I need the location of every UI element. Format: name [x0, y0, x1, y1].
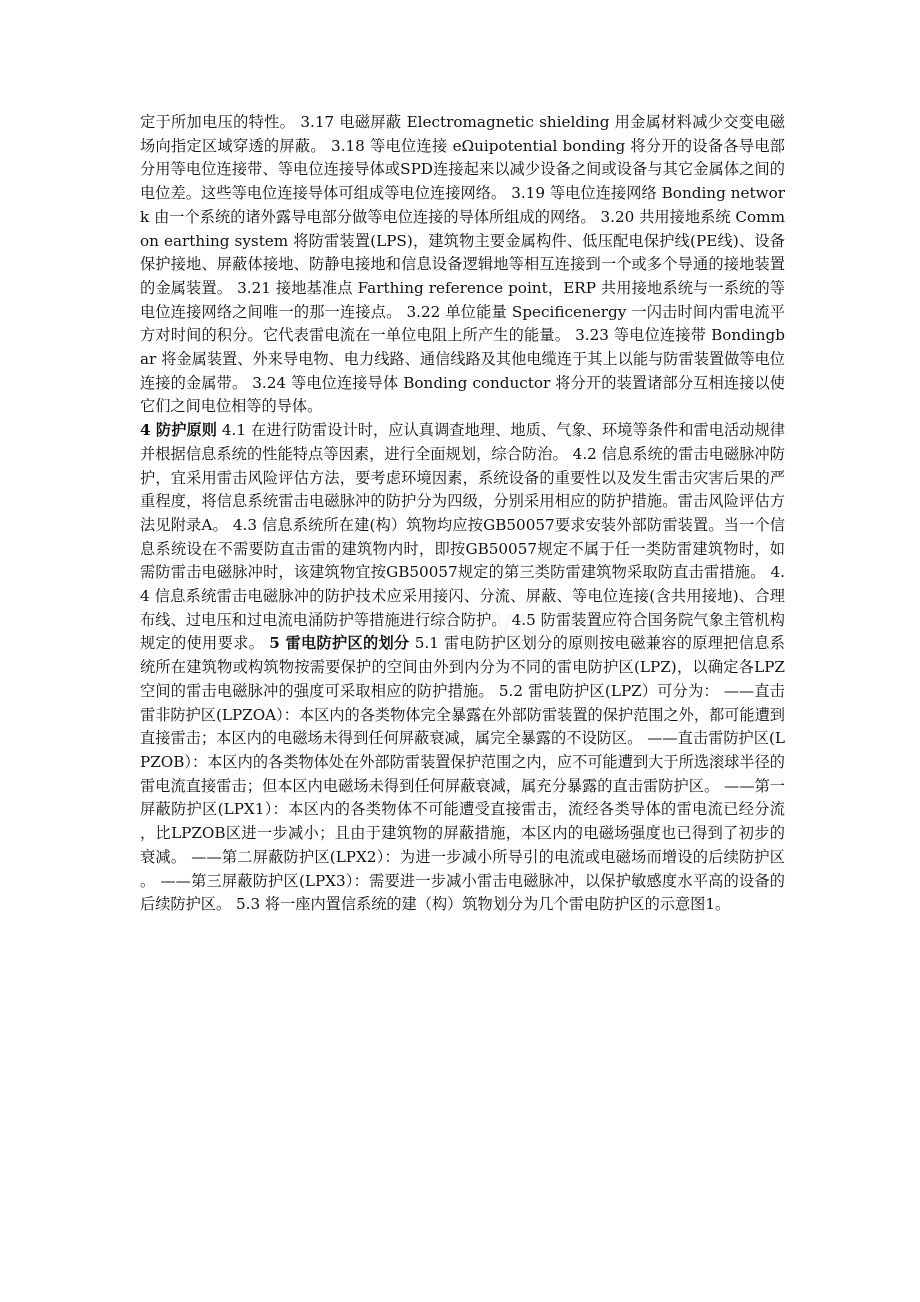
- text-segment: 定于所加电压的特性。 3.17 电磁屏蔽 Electromagnetic shielding 用金属材料减少交变电磁场向指定区域穿透的屏蔽。 3.18 等电位连接 eΩuipotential bonding 将分开的设备各导电部分用等电位连接带、等电位连接导体或SPD连接起来以减少设备之间或设备与其它金属体之间的电位差。这些等电位连接导体可组成等电位连接网络。 3.19 等电位连接网络 Bonding network 由一个系统的诸外露导电部分做等电位连接的导体所组成的网络。 3.20 共用接地系统 Common earthing system 将防雷装置(LPS)，建筑物主要金属构件、低压配电保护线(PE线)、设备保护接地、屏蔽体接地、防静电接地和信息设备逻辑地等相互连接到一个或多个导通的接地装置的金属装置。 3.21 接地基准点 Farthing reference point，ERP 共用接地系统与一系统的等电位连接网络之间唯一的那一连接点。 3.22 单位能量 Specificenergy 一闪击时间内雷电流平方对时间的积分。它代表雷电流在一单位电阻上所产生的能量。 3.23 等电位连接带 Bondingbar 将金属装置、外来导电物、电力线路、通信线路及其他电缆连于其上以能与防雷装置做等电位连接的金属带。 3.24 等电位连接导体 Bonding conductor 将分开的装置诸部分互相连接以使它们之间电位相等的导体。: [140, 113, 785, 416]
- section-heading: 5 雷电防护区的划分: [269, 634, 410, 653]
- text-segment: 4.1 在进行防雷设计时，应认真调查地理、地质、气象、环境等条件和雷电活动规律并根据信息系统的性能特点等因素，进行全面规划，综合防治。 4.2 信息系统的雷击电磁脉冲防护，宜采用雷击风险评估方法，要考虑环境因素，系统设备的重要性以及发生雷击灾害后果的严重程度，将信息系统雷击电磁脉冲的防护分为四级，分别采用相应的防护措施。雷击风险评估方法见附录A。 4.3 信息系统所在建(构）筑物均应按GB50057要求安装外部防雷装置。当一个信息系统设在不需要防直击雷的建筑物内时，即按GB50057规定不属于任一类防雷建筑物时，如需防雷击电磁脉冲时，该建筑物宜按GB50057规定的第三类防雷建筑物采取防直击雷措施。 4.4 信息系统雷击电磁脉冲的防护技术应采用接闪、分流、屏蔽、等电位连接(含共用接地)、合理布线、过电压和过电流电涌防护等措施进行综合防护。 4.5 防雷装置应符合国务院气象主管机构规定的使用要求。: [140, 421, 786, 653]
- text-segment: 5.1 雷电防护区划分的原则按电磁兼容的原理把信息系统所在建筑物或构筑物按需要保护的空间由外到内分为不同的雷电防护区(LPZ)，以确定各LPZ空间的雷击电磁脉冲的强度可采取相应的防护措施。 5.2 雷电防护区(LPZ）可分为： ——直击雷非防护区(LPZOA）：本区内的各类物体完全暴露在外部防雷装置的保护范围之外，都可能遭到直接雷击；本区内的电磁场未得到任何屏蔽衰减，属完全暴露的不设防区。 ——直击雷防护区(LPZOB）：本区内的各类物体处在外部防雷装置保护范围之内，应不可能遭到大于所选滚球半径的雷电流直接雷击；但本区内电磁场未得到任何屏蔽衰减，属充分暴露的直击雷防护区。 ——第一屏蔽防护区(LPX1）：本区内的各类物体不可能遭受直接雷击，流经各类导体的雷电流已经分流，比LPZOB区进一步减小；且由于建筑物的屏蔽措施，本区内的电磁场强度也已得到了初步的衰减。 ——第二屏蔽防护区(LPX2）：为进一步减小所导引的电流或电磁场而增设的后续防护区。 ——第三屏蔽防护区(LPX3）：需要进一步减小雷击电磁脉冲，以保护敏感度水平高的设备的后续防护区。 5.3 将一座内置信系统的建（构）筑物划分为几个雷电防护区的示意图1。: [140, 634, 785, 914]
- section-heading: 4 防护原则: [140, 421, 217, 440]
- body-text: [140, 111, 785, 917]
